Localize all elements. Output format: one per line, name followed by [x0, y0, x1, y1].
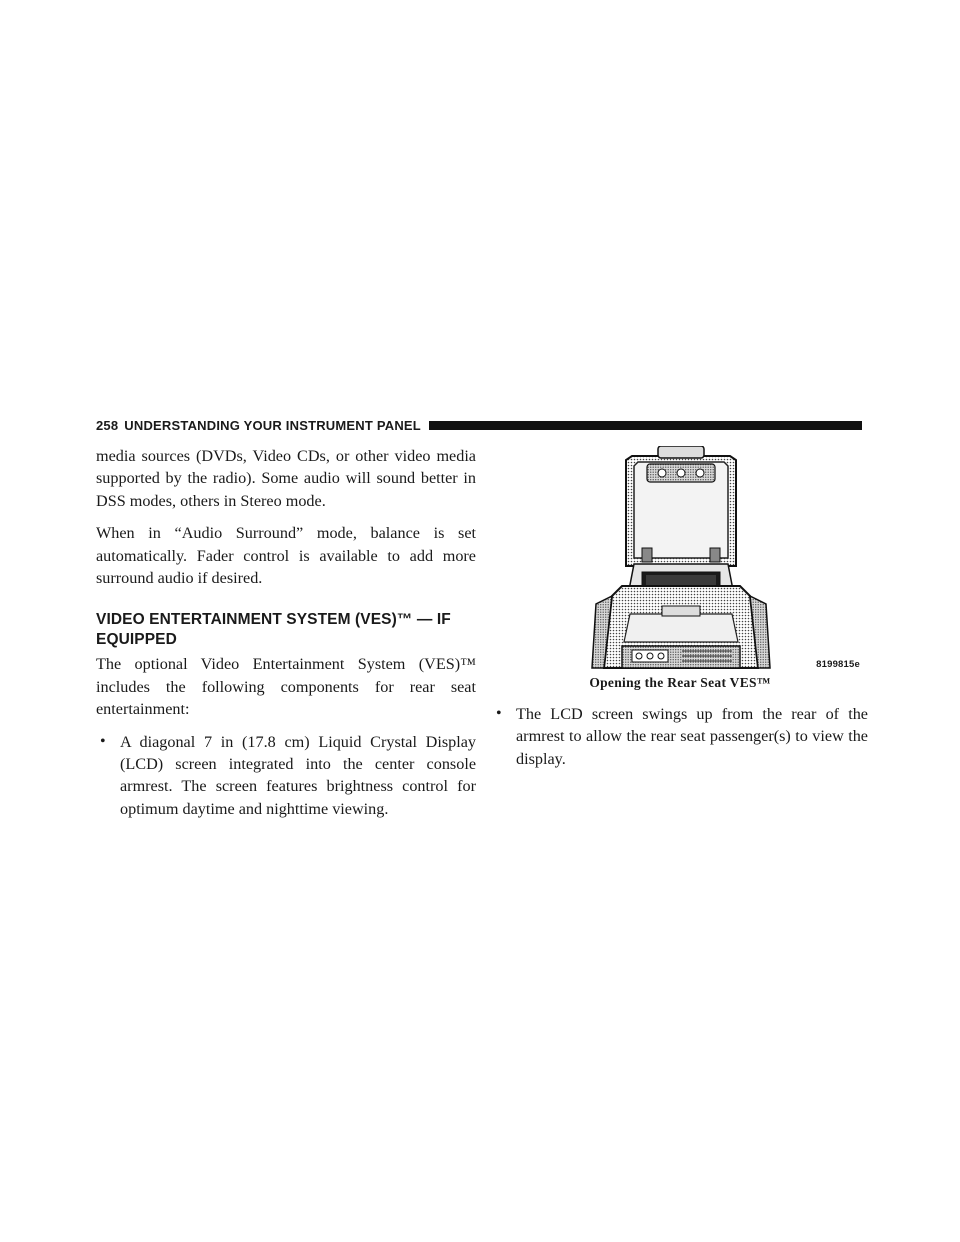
section-title: UNDERSTANDING YOUR INSTRUMENT PANEL: [124, 417, 421, 433]
paragraph-ves-intro: The optional Video Entertainment System (VES)™ includes the following components for rear seat entertainment:: [96, 655, 476, 719]
header-rule: [429, 421, 862, 430]
right-column: [492, 445, 868, 780]
paragraph-dss-modes: media sources (DVDs, Video CDs, or other video media supported by the radio). Some audio will sound better in DSS modes, others in Stereo mode.: [96, 447, 476, 510]
page-number: 258: [96, 417, 119, 433]
bullet-icon: •: [100, 732, 106, 750]
bullet-screen-swings-up: [492, 703, 868, 770]
figure-code: 8199815e: [816, 659, 860, 670]
bullet-lcd-screen: [96, 731, 476, 821]
bullet-text: The LCD screen swings up from the rear of the armrest to allow the rear seat passenger(s) to view the display.: [516, 705, 868, 768]
left-column: [96, 445, 476, 830]
armrest-illustration: [492, 446, 868, 672]
paragraph-audio-surround: When in “Audio Surround” mode, balance is set automatically. Fader control is available to add more surround audio if desired.: [96, 524, 476, 588]
figure-rear-seat-ves: [492, 446, 868, 672]
bullet-icon: •: [496, 705, 502, 722]
running-header: [96, 417, 862, 433]
section-heading-ves: VIDEO ENTERTAINMENT SYSTEM (VES)™ — IF EQUIPPED: [96, 611, 451, 649]
figure-caption: Opening the Rear Seat VES™: [589, 675, 771, 690]
bullet-text: A diagonal 7 in (17.8 cm) Liquid Crystal Display (LCD) screen integrated into the center console armrest. The screen features brightness control for optimum daytime and nighttime viewing.: [120, 732, 476, 818]
